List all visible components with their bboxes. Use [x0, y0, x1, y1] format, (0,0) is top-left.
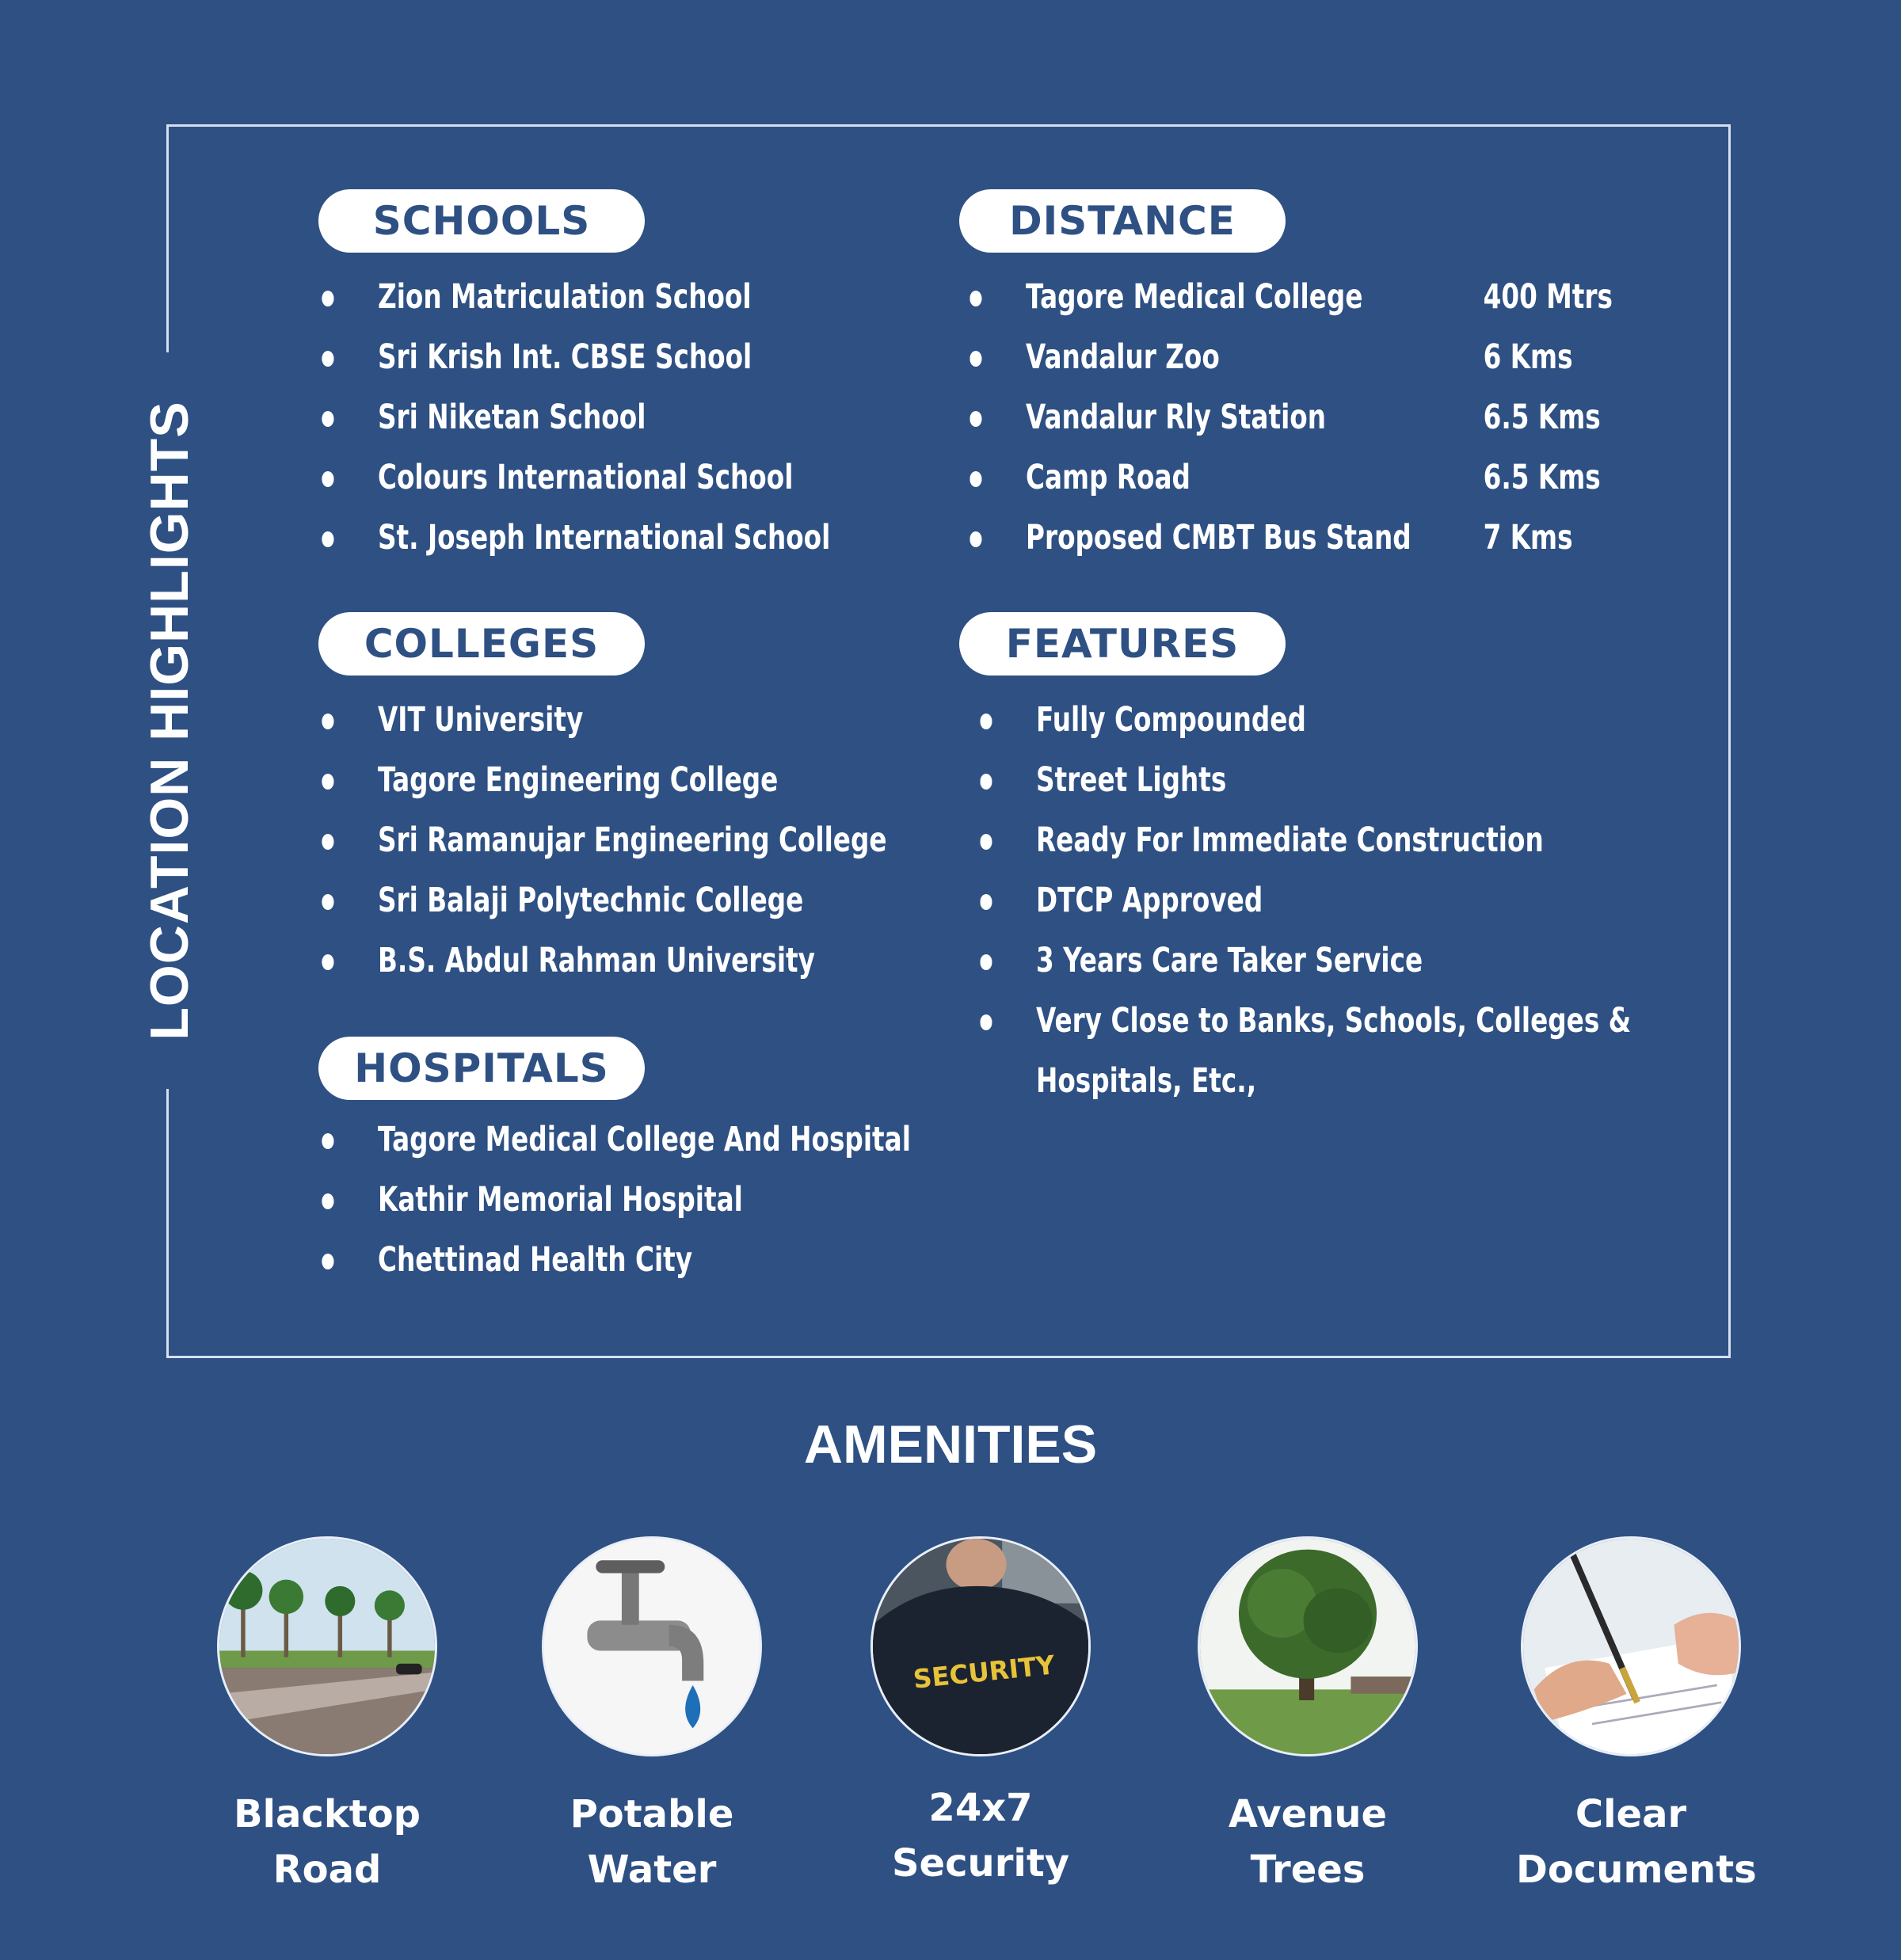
bullet-icon — [322, 894, 333, 910]
distance-heading: DISTANCE — [959, 189, 1286, 253]
amenity-label-line2: Documents — [1516, 1848, 1757, 1892]
list-item — [378, 1230, 911, 1290]
bullet-icon — [322, 834, 333, 850]
list-item — [1036, 690, 1631, 750]
list-item-text: Sri Krish Int. CBSE School — [378, 337, 752, 377]
bullet-icon — [322, 291, 333, 306]
bullet-icon — [322, 411, 333, 427]
security-badge-text: SECURITY — [912, 1650, 1057, 1695]
bullet-icon — [980, 834, 992, 850]
distance-value: 6.5 Kms — [1483, 398, 1601, 437]
distance-row — [1026, 447, 1601, 508]
list-item-text: Ready For Immediate Construction — [1036, 820, 1544, 860]
bullet-icon — [970, 471, 981, 487]
hospitals-list — [378, 1109, 911, 1290]
distance-place: Vandalur Zoo — [1026, 337, 1220, 377]
colleges-list — [378, 690, 887, 991]
list-item — [1036, 931, 1631, 991]
hospitals-heading: HOSPITALS — [318, 1037, 645, 1100]
amenity-label-line2: Water — [587, 1848, 717, 1892]
amenity-label-line1: Potable — [570, 1792, 734, 1836]
list-item-text: Kathir Memorial Hospital — [378, 1180, 743, 1220]
amenity-label-line2: Road — [272, 1848, 382, 1892]
distance-value: 400 Mtrs — [1483, 277, 1613, 317]
list-item — [1036, 750, 1631, 810]
distance-row — [1026, 327, 1573, 387]
list-item-text: B.S. Abdul Rahman University — [378, 941, 815, 980]
list-item — [1036, 991, 1631, 1111]
list-item-text: Street Lights — [1036, 760, 1227, 800]
amenity-avenue-trees — [1193, 1536, 1423, 1897]
list-item-text: Tagore Engineering College — [378, 760, 779, 800]
documents-photo-icon — [1521, 1536, 1741, 1756]
amenity-label-line1: Clear — [1575, 1792, 1687, 1836]
list-item — [378, 267, 830, 327]
bullet-icon — [980, 714, 992, 729]
bullet-icon — [322, 714, 333, 729]
list-item — [378, 508, 830, 568]
features-list — [1036, 690, 1631, 1111]
list-item-text: Tagore Medical College And Hospital — [378, 1120, 911, 1159]
list-item — [378, 750, 887, 810]
list-item-text: Sri Niketan School — [378, 398, 646, 437]
features-heading: FEATURES — [959, 612, 1286, 676]
amenity-potable-water — [537, 1536, 767, 1897]
amenity-blacktop-road — [212, 1536, 442, 1897]
list-item — [378, 870, 887, 931]
distance-row — [1026, 267, 1613, 327]
location-highlights-title: LOCATION HIGHLIGHTS — [139, 401, 200, 1041]
list-item — [378, 447, 830, 508]
colleges-heading: COLLEGES — [318, 612, 645, 676]
bullet-icon — [970, 291, 981, 306]
amenity-label-line1: Avenue — [1228, 1792, 1388, 1836]
amenity-security — [866, 1536, 1095, 1891]
amenity-clear-documents — [1516, 1536, 1757, 1897]
list-item-text: Zion Matriculation School — [378, 277, 752, 317]
distance-value: 7 Kms — [1483, 518, 1573, 558]
bullet-icon — [322, 1254, 333, 1269]
list-item — [378, 931, 887, 991]
bullet-icon — [322, 531, 333, 547]
list-item-text: 3 Years Care Taker Service — [1036, 941, 1423, 980]
bullet-icon — [322, 1193, 333, 1209]
list-item-text: Very Close to Banks, Schools, Colleges & — [1036, 1001, 1632, 1041]
distance-place: Camp Road — [1026, 458, 1191, 497]
list-item — [1036, 810, 1631, 870]
distance-value: 6 Kms — [1483, 337, 1573, 377]
schools-heading: SCHOOLS — [318, 189, 645, 253]
distance-place: Proposed CMBT Bus Stand — [1026, 518, 1411, 558]
list-item-text: VIT University — [378, 700, 584, 740]
bullet-icon — [970, 531, 981, 547]
tap-photo-icon — [542, 1536, 762, 1756]
list-item-text: St. Joseph International School — [378, 518, 831, 558]
bullet-icon — [322, 1133, 333, 1149]
bullet-icon — [980, 1014, 992, 1030]
list-item-text: Chettinad Health City — [378, 1240, 693, 1280]
list-item — [378, 690, 887, 750]
amenities-title: AMENITIES — [803, 1414, 1098, 1475]
amenity-label-line1: 24x7 — [928, 1786, 1033, 1830]
security-photo-icon — [870, 1536, 1091, 1756]
list-item-text: Sri Balaji Polytechnic College — [378, 881, 804, 920]
list-item — [1036, 870, 1631, 931]
schools-list — [378, 267, 830, 568]
amenity-label-line2: Trees — [1250, 1848, 1366, 1892]
distance-value: 6.5 Kms — [1483, 458, 1601, 497]
bullet-icon — [970, 351, 981, 367]
distance-list — [1026, 267, 1613, 568]
list-item — [378, 1109, 911, 1170]
list-item-text: DTCP Approved — [1036, 881, 1263, 920]
list-item-text: Fully Compounded — [1036, 700, 1306, 740]
bullet-icon — [970, 411, 981, 427]
amenity-label-line2: Security — [891, 1841, 1070, 1886]
distance-row — [1026, 508, 1573, 568]
distance-place: Tagore Medical College — [1026, 277, 1363, 317]
bullet-icon — [322, 351, 333, 367]
list-item-text-continued: Hospitals, Etc., — [1036, 1061, 1257, 1101]
bullet-icon — [980, 774, 992, 790]
bullet-icon — [980, 954, 992, 970]
list-item — [378, 327, 830, 387]
road-photo-icon — [217, 1536, 437, 1756]
list-item — [378, 387, 830, 447]
list-item — [378, 1170, 911, 1230]
bullet-icon — [980, 894, 992, 910]
tree-photo-icon — [1198, 1536, 1418, 1756]
bullet-icon — [322, 774, 333, 790]
distance-place: Vandalur Rly Station — [1026, 398, 1327, 437]
list-item-text: Colours International School — [378, 458, 794, 497]
bullet-icon — [322, 954, 333, 970]
list-item — [378, 810, 887, 870]
list-item-text: Sri Ramanujar Engineering College — [378, 820, 887, 860]
bullet-icon — [322, 471, 333, 487]
amenity-label-line1: Blacktop — [233, 1792, 421, 1836]
distance-row — [1026, 387, 1601, 447]
